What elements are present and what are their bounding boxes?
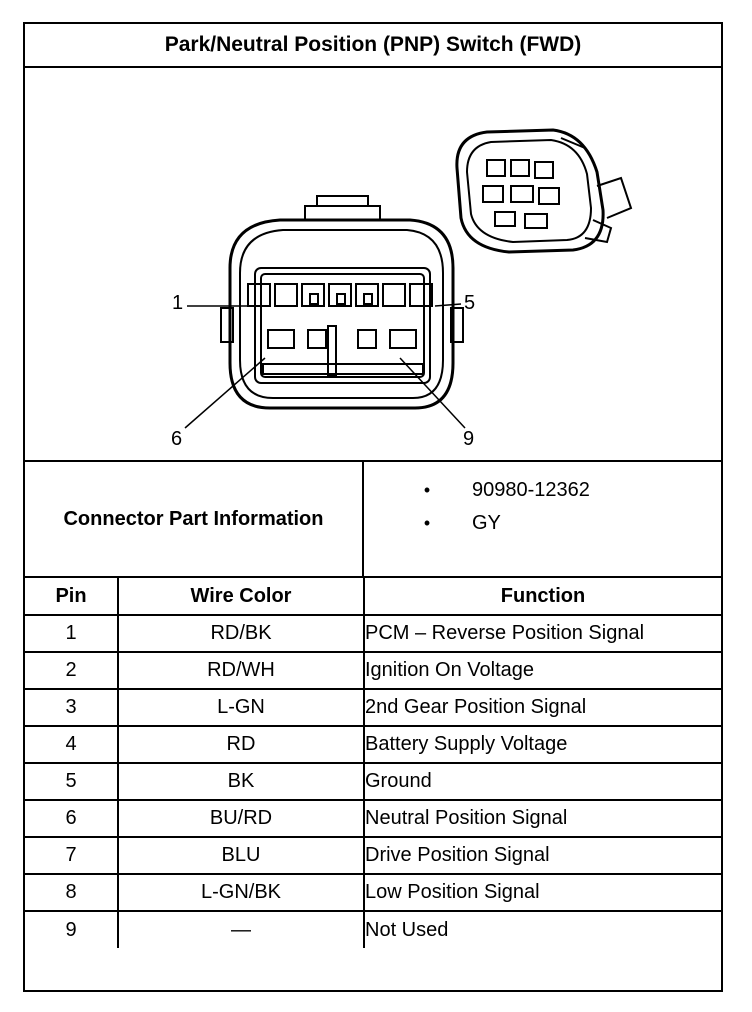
table-row [25,615,721,652]
callout-pin-6: 6 [171,428,183,450]
wire-color-cell: L-GN [118,689,364,726]
function-cell: Neutral Position Signal [364,800,721,837]
list-item [364,507,721,540]
wire-color-cell: BLU [118,837,364,874]
pin-cell: 7 [25,837,118,874]
connector-diagram [25,68,721,462]
function-cell: PCM – Reverse Position Signal [364,615,721,652]
pin-cell: 8 [25,874,118,911]
callout-pin-9: 9 [463,428,475,450]
connector-info-label: Connector Part Information [25,462,364,576]
connector-3d-view [457,130,631,252]
table-row [25,689,721,726]
pin-cell: 5 [25,763,118,800]
header-pin: Pin [25,578,118,615]
bullet-icon: • [423,513,431,533]
pin-cell: 1 [25,615,118,652]
table-row [25,652,721,689]
callout-pin-5: 5 [464,292,476,314]
function-cell: Ground [364,763,721,800]
table-row [25,726,721,763]
header-function: Function [364,578,721,615]
pin-cell: 3 [25,689,118,726]
wire-color-cell: RD/WH [118,652,364,689]
connector-info-list [364,462,721,576]
pinout-table [25,578,721,948]
table-row [25,911,721,948]
connector-drawing [25,68,721,460]
header-wire-color: Wire Color [118,578,364,615]
pin-cell: 6 [25,800,118,837]
page-title: Park/Neutral Position (PNP) Switch (FWD) [25,24,721,68]
part-number: 90980-12362 [472,479,590,501]
pin-cell: 2 [25,652,118,689]
wire-color-cell: RD/BK [118,615,364,652]
function-cell: Not Used [364,911,721,948]
callout-pin-1: 1 [172,292,184,314]
wire-color-cell: — [118,911,364,948]
function-cell: 2nd Gear Position Signal [364,689,721,726]
wire-color-cell: RD [118,726,364,763]
function-cell: Battery Supply Voltage [364,726,721,763]
pin-cell: 9 [25,911,118,948]
connector-part-info [25,462,721,578]
table-row [25,874,721,911]
function-cell: Ignition On Voltage [364,652,721,689]
list-item [364,474,721,507]
table-header-row [25,578,721,615]
wire-color-cell: BK [118,763,364,800]
wire-color-cell: L-GN/BK [118,874,364,911]
bullet-icon: • [423,480,431,500]
function-cell: Drive Position Signal [364,837,721,874]
connector-color: GY [472,512,501,534]
connector-face [221,196,463,408]
table-row [25,800,721,837]
table-row [25,837,721,874]
function-cell: Low Position Signal [364,874,721,911]
pin-cell: 4 [25,726,118,763]
wire-color-cell: BU/RD [118,800,364,837]
pinout-sheet [23,22,723,992]
table-row [25,763,721,800]
